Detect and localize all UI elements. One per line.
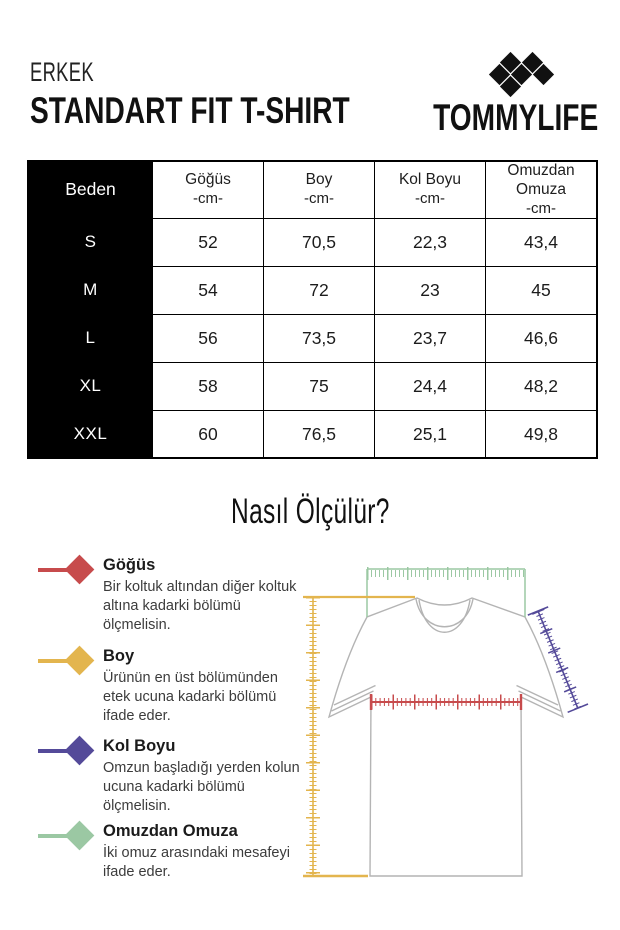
- value-cell: 23: [375, 266, 486, 314]
- value-cell: 70,5: [264, 218, 375, 266]
- table-row: [28, 410, 597, 458]
- measure-name: Göğüs: [103, 556, 156, 574]
- table-header-chest: Göğüs -cm-: [153, 161, 264, 218]
- value-cell: 60: [153, 410, 264, 458]
- table-header-sleeve: Kol Boyu -cm-: [375, 161, 486, 218]
- legend-item-shoulder: [38, 822, 303, 882]
- table-header-length: Boy -cm-: [264, 161, 375, 218]
- legend-item-length: [38, 647, 303, 726]
- brand-name: TOMMYLIFE: [432, 97, 598, 138]
- value-cell: 22,3: [375, 218, 486, 266]
- table-row: [28, 266, 597, 314]
- tshirt-diagram: [295, 548, 620, 893]
- value-cell: 45: [486, 266, 598, 314]
- measure-description: Omzun başladığı yerden kolun ucuna kadarki bölümü ölçmelisin.: [103, 760, 300, 814]
- value-cell: 43,4: [486, 218, 598, 266]
- table-row: [28, 314, 597, 362]
- table-row: [28, 218, 597, 266]
- value-cell: 46,6: [486, 314, 598, 362]
- measure-description: Ürünün en üst bölümünden etek ucuna kadarki bölümü ifade eder.: [103, 670, 278, 724]
- measure-name: Kol Boyu: [103, 737, 176, 755]
- measure-section-title: Nasıl Ölçülür?: [230, 492, 390, 531]
- value-cell: 25,1: [375, 410, 486, 458]
- value-cell: 48,2: [486, 362, 598, 410]
- measure-description: Bir koltuk altından diğer koltuk altına kadarki bölümü ölçmelisin.: [103, 579, 297, 633]
- size-cell: XXL: [28, 410, 153, 458]
- value-cell: 24,4: [375, 362, 486, 410]
- value-cell: 54: [153, 266, 264, 314]
- page-title: STANDART FIT T-SHIRT: [30, 90, 350, 131]
- table-header-size: Beden: [28, 161, 153, 218]
- size-cell: L: [28, 314, 153, 362]
- chest-line-diamond-icon: [38, 558, 92, 582]
- value-cell: 56: [153, 314, 264, 362]
- value-cell: 73,5: [264, 314, 375, 362]
- size-cell: M: [28, 266, 153, 314]
- value-cell: 58: [153, 362, 264, 410]
- measure-name: Omuzdan Omuza: [103, 822, 238, 840]
- legend-item-sleeve: [38, 737, 303, 816]
- value-cell: 52: [153, 218, 264, 266]
- size-cell: S: [28, 218, 153, 266]
- measure-name: Boy: [103, 647, 135, 665]
- value-cell: 23,7: [375, 314, 486, 362]
- table-row: [28, 362, 597, 410]
- value-cell: 76,5: [264, 410, 375, 458]
- measure-description: İki omuz arasındaki mesafeyi ifade eder.: [103, 845, 290, 880]
- legend-item-chest: [38, 556, 303, 635]
- sleeve-line-diamond-icon: [38, 739, 92, 763]
- length-line-diamond-icon: [38, 649, 92, 673]
- tshirt-outline-icon: [329, 598, 563, 876]
- size-table: [27, 160, 598, 459]
- shoulder-line-diamond-icon: [38, 824, 92, 848]
- size-cell: XL: [28, 362, 153, 410]
- value-cell: 75: [264, 362, 375, 410]
- value-cell: 72: [264, 266, 375, 314]
- value-cell: 49,8: [486, 410, 598, 458]
- table-header-shoulder: Omuzdan Omuza -cm-: [486, 161, 598, 218]
- measure-section-title-wrap: [0, 492, 620, 532]
- brand-logo: [492, 50, 562, 100]
- category-label: ERKEK: [30, 57, 94, 87]
